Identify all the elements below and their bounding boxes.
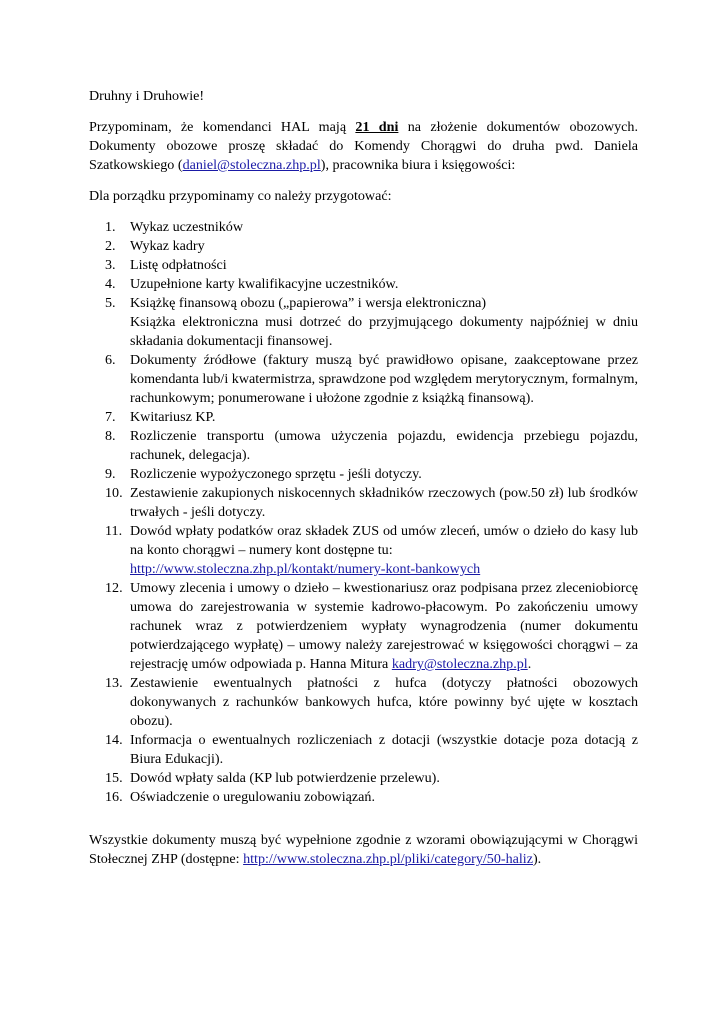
item-number: 4. xyxy=(105,276,116,292)
item-text: Informacja o ewentualnych rozliczeniach z dotacji (wszystkie dotacje poza dotacją z Biura Edukacji). xyxy=(130,732,638,767)
list-item xyxy=(89,465,638,484)
item-number: 1. xyxy=(105,219,116,235)
list-item xyxy=(89,769,638,788)
list-item xyxy=(89,256,638,275)
list-item xyxy=(89,294,638,351)
files-link[interactable]: http://www.stoleczna.zhp.pl/pliki/category/50-haliz xyxy=(243,851,533,867)
item-number: 11. xyxy=(105,523,123,539)
list-item xyxy=(89,427,638,465)
intro-text-3: ), pracownika biura i księgowości: xyxy=(320,157,516,173)
intro-paragraph xyxy=(89,118,638,175)
email-link-daniel[interactable]: daniel@stoleczna.zhp.pl xyxy=(182,157,321,173)
item-text: Dowód wpłaty salda (KP lub potwierdzenie przelewu). xyxy=(130,770,440,786)
item-text: Uzupełnione karty kwalifikacyjne uczestników. xyxy=(130,276,399,292)
item-text: Dokumenty źródłowe (faktury muszą być prawidłowo opisane, zaakceptowane przez komendanta lub/i kwatermistrza, sprawdzone pod względem merytorycznym, formalnym, rachunkowym; ponumerowane i ułożone zgodnie z książką finansową). xyxy=(130,352,639,406)
item-text: Rozliczenie transportu (umowa użyczenia pojazdu, ewidencja przebiegu pojazdu, rachunek, delegacja). xyxy=(130,428,638,463)
item-number: 6. xyxy=(105,352,116,368)
list-item xyxy=(89,731,638,769)
item-text: Umowy zlecenia i umowy o dzieło – kwestionariusz oraz podpisana przez zleceniobiorcę umowa do zarejestrowania w systemie kadrowo-płacowym. Po zakończeniu umowy rachunek wraz z potwierdzeniem wypłaty wynagrodzenia (numer dokumentu potwierdzającego wypłatę) – umowy należy zarejestrować w księgowości chorągwi – za rejestrację umów odpowiada p. Hanna Mitura xyxy=(130,580,638,672)
list-item xyxy=(89,218,638,237)
bank-accounts-link[interactable]: http://www.stoleczna.zhp.pl/kontakt/numery-kont-bankowych xyxy=(130,561,481,577)
item-number: 3. xyxy=(105,257,116,273)
list-item xyxy=(89,237,638,256)
intro-text-1: Przypominam, że komendanci HAL mają xyxy=(89,119,356,135)
documents-list xyxy=(89,218,638,807)
list-item xyxy=(89,275,638,294)
email-link-kadry[interactable]: kadry@stoleczna.zhp.pl xyxy=(391,656,528,672)
item-number: 5. xyxy=(105,295,116,311)
item-text: Oświadczenie o uregulowaniu zobowiązań. xyxy=(130,789,375,805)
item-number: 12. xyxy=(105,580,123,596)
list-item xyxy=(89,788,638,807)
item-text: Listę odpłatności xyxy=(130,257,227,273)
item-number: 14. xyxy=(105,732,123,748)
item-number: 7. xyxy=(105,409,116,425)
list-item xyxy=(89,579,638,674)
intro-text-2: na złożenie dokumentów obozowych. Dokumenty obozowe proszę składać do Komendy Chorągwi do druha pwd. Daniela Szatkowskiego ( xyxy=(89,119,638,173)
item-text: Dowód wpłaty podatków oraz składek ZUS od umów zleceń, umów o dzieło do kasy lub na konto chorągwi – numery kont dostępne tu: xyxy=(130,523,638,558)
closing-paragraph xyxy=(89,831,638,869)
item-number: 9. xyxy=(105,466,116,482)
item-number: 16. xyxy=(105,789,123,805)
item-text: Zestawienie zakupionych niskocennych składników rzeczowych (pow.50 zł) lub środków trwałych - jeśli dotyczy. xyxy=(130,485,638,520)
list-item xyxy=(89,674,638,731)
item-number: 10. xyxy=(105,485,123,501)
item-text: Wykaz uczestników xyxy=(130,219,244,235)
closing-text: Wszystkie dokumenty muszą być wypełnione zgodnie z wzorami obowiązującymi w Chorągwi Stołecznej ZHP (dostępne: xyxy=(89,832,638,867)
item-text: Rozliczenie wypożyczonego sprzętu - jeśli dotyczy. xyxy=(130,466,422,482)
item-text: Kwitariusz KP. xyxy=(130,409,216,425)
item-number: 15. xyxy=(105,770,123,786)
item-number: 13. xyxy=(105,675,123,691)
item-subtext: Książka elektroniczna musi dotrzeć do przyjmującego dokumenty najpóźniej w dniu składania dokumentacji finansowej. xyxy=(130,314,638,349)
item-text: Wykaz kadry xyxy=(130,238,205,254)
reminder-line: Dla porządku przypominamy co należy przygotować: xyxy=(89,188,392,204)
deadline-highlight: 21 dni xyxy=(355,119,399,135)
item-text: Książkę finansową obozu („papierowa” i wersja elektroniczna) xyxy=(130,295,487,311)
list-item xyxy=(89,408,638,427)
item-number: 2. xyxy=(105,238,116,254)
item-tail: . xyxy=(527,656,532,672)
list-item xyxy=(89,484,638,522)
list-item xyxy=(89,351,638,408)
list-item xyxy=(89,522,638,579)
greeting: Druhny i Druhowie! xyxy=(89,88,205,104)
item-number: 8. xyxy=(105,428,116,444)
item-text: Zestawienie ewentualnych płatności z hufca (dotyczy płatności obozowych dokonywanych z rachunków bankowych hufca, które powinny być ujęte w kosztach obozu). xyxy=(130,675,638,729)
closing-tail: ). xyxy=(532,851,542,867)
